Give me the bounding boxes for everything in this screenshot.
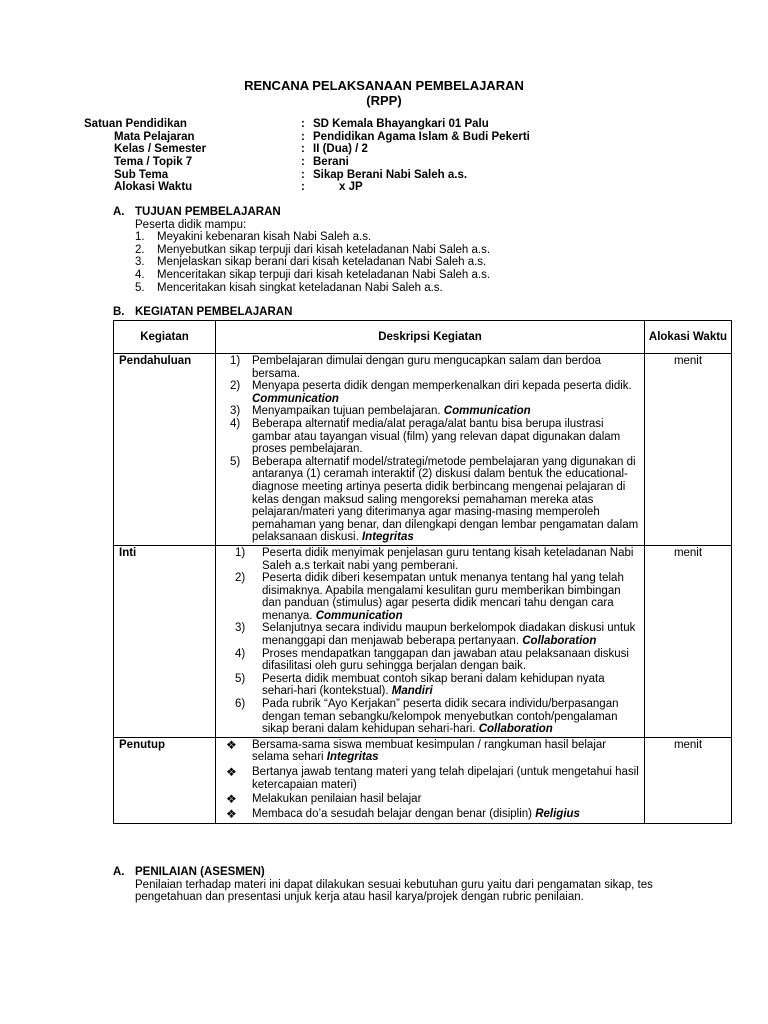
- list-number: 5.: [135, 281, 145, 294]
- section-body: [113, 219, 673, 295]
- step-number: 4): [230, 417, 241, 430]
- header-alokasi: Alokasi Waktu: [645, 321, 732, 354]
- title-line-2: (RPP): [366, 93, 402, 108]
- step-item: [221, 572, 639, 622]
- step-item: [221, 380, 639, 405]
- header-kegiatan: Kegiatan: [114, 321, 216, 354]
- diamond-dots-icon: ❖: [226, 792, 237, 807]
- step-number: 4): [235, 647, 246, 660]
- info-colon: :: [301, 143, 305, 156]
- list-number: 2.: [135, 243, 145, 256]
- step-text: Menyapa peserta didik dengan memperkenalkan diri kepada peserta didik.: [252, 380, 632, 393]
- step-tag: Integritas: [361, 531, 414, 544]
- list-text: Menceritakan kisah singkat keteladanan Nabi Saleh a.s.: [157, 281, 443, 294]
- info-row: [84, 181, 530, 194]
- table-row-pendahuluan: [114, 354, 732, 546]
- section-letter: A.: [113, 206, 125, 218]
- info-label: Sub Tema: [114, 168, 169, 181]
- list-item: [135, 282, 673, 295]
- step-number: 3): [230, 405, 241, 418]
- section-assessment: [113, 866, 673, 904]
- phase-label: Penutup: [114, 737, 216, 824]
- step-tag: Communication: [315, 609, 403, 622]
- identity-block: [84, 118, 530, 194]
- info-row: [84, 118, 530, 131]
- list-text: Menceritakan sikap terpuji dari kisah keteladanan Nabi Saleh a.s.: [157, 268, 491, 281]
- step-text: Bertanya jawab tentang materi yang telah dipelajari (untuk mengetahui hasil ketercapaian materi): [252, 766, 639, 791]
- section-title: PENILAIAN (ASESMEN): [135, 866, 265, 878]
- info-label: Mata Pelajaran: [114, 130, 195, 143]
- activities-table: [113, 320, 732, 824]
- info-value: Berani: [313, 156, 349, 169]
- list-text: Menjelaskan sikap berani dari kisah keteladanan Nabi Saleh a.s.: [157, 256, 487, 269]
- step-text: Pembelajaran dimulai dengan guru mengucapkan salam dan berdoa bersama.: [252, 355, 602, 380]
- table-header-row: [114, 321, 732, 354]
- step-text: Peserta didik menyimak penjelasan guru tentang kisah keteladanan Nabi Saleh a.s terkait nabi yang pemberani.: [262, 546, 634, 572]
- phase-label: Pendahuluan: [114, 354, 216, 546]
- step-item: [221, 622, 639, 647]
- info-label: Tema / Topik 7: [114, 156, 193, 169]
- info-label: Alokasi Waktu: [114, 181, 193, 194]
- document-title: [0, 78, 768, 108]
- assessment-text: Penilaian terhadap materi ini dapat dilakukan sesuai kebutuhan guru yaitu dari pengamatan sikap, tes pengetahuan dan presentasi unjuk kerja atau hasil karya/projek dengan rubric penilaian.: [135, 878, 653, 904]
- info-value: Pendidikan Agama Islam & Budi Pekerti: [313, 130, 530, 143]
- steps-list: [221, 739, 639, 821]
- step-item: [221, 648, 639, 673]
- step-tag: Communication: [443, 405, 531, 418]
- step-tag: Communication: [252, 392, 339, 405]
- info-colon: :: [301, 181, 305, 194]
- step-number: 6): [235, 698, 246, 711]
- info-value: II (Dua) / 2: [313, 143, 368, 156]
- info-row: [84, 169, 530, 182]
- objectives-intro: Peserta didik mampu:: [135, 218, 247, 231]
- step-text: Melakukan penilaian hasil belajar: [252, 793, 422, 806]
- list-item: [135, 256, 673, 269]
- info-label: Kelas / Semester: [114, 143, 207, 156]
- phase-time: menit: [645, 354, 732, 546]
- step-number: 5): [235, 672, 246, 685]
- info-colon: :: [301, 130, 305, 143]
- list-item: [135, 231, 673, 244]
- info-row: [84, 156, 530, 169]
- step-tag: Religius: [535, 807, 580, 820]
- info-row: [84, 131, 530, 144]
- step-number: 2): [235, 572, 246, 585]
- info-value: Sikap Berani Nabi Saleh a.s.: [313, 168, 468, 181]
- list-text: Meyakini kebenaran kisah Nabi Saleh a.s.: [157, 231, 372, 244]
- step-item: [221, 673, 639, 698]
- step-item: [221, 698, 639, 736]
- info-colon: :: [301, 156, 305, 169]
- step-number: 1): [235, 546, 246, 559]
- info-label: Satuan Pendidikan: [84, 118, 187, 130]
- list-number: 4.: [135, 268, 145, 281]
- phase-time: menit: [645, 545, 732, 737]
- step-item: [221, 766, 639, 791]
- step-item: [221, 793, 639, 806]
- section-activities-heading: [113, 306, 292, 319]
- table-row-penutup: [114, 737, 732, 824]
- step-item: [221, 547, 639, 572]
- title-line-1: RENCANA PELAKSANAAN PEMBELAJARAN: [244, 78, 524, 93]
- step-item: [221, 405, 639, 418]
- list-number: 1.: [135, 231, 145, 244]
- step-tag: Collaboration: [522, 635, 597, 648]
- step-text: Peserta didik membuat contoh sikap berani dalam kehidupan nyata sehari-hari (kontekstual).: [262, 672, 605, 698]
- step-text: Bersama-sama siswa membuat kesimpulan / rangkuman hasil belajar selama sehari: [252, 738, 607, 764]
- diamond-dots-icon: ❖: [226, 765, 237, 779]
- section-letter: B.: [113, 306, 125, 318]
- section-learning-objectives: [113, 206, 673, 294]
- section-letter: A.: [113, 866, 125, 878]
- objectives-list: [135, 231, 673, 294]
- steps-list: [221, 547, 639, 736]
- step-tag: Mandiri: [391, 685, 433, 698]
- header-deskripsi: Deskripsi Kegiatan: [216, 321, 645, 354]
- step-text: Beberapa alternatif model/strategi/metode pembelajaran yang digunakan di antaranya (1) ceramah interaktif (2) diskusi dalam bentuk the educational-diagnose meeting artinya peserta didik berbincang mengenai pelajaran di kelas dengan maksud saling mengoreksi pemahaman mereka atas pelajaran/materi yang diterimanya agar masing-masing memperoleh pemahaman yang benar, dan dilengkapi dengan lembar pengamatan dalam pelaksanaan diskusi.: [252, 455, 639, 544]
- info-row: [84, 143, 530, 156]
- list-item: [135, 269, 673, 282]
- step-number: 3): [235, 622, 246, 635]
- info-value: x JP: [339, 181, 363, 194]
- step-item: [221, 739, 639, 764]
- step-text: Membaca do’a sesudah belajar dengan benar (disiplin): [252, 807, 536, 820]
- list-item: [135, 244, 673, 257]
- step-tag: Collaboration: [478, 723, 553, 736]
- step-text: Selanjutnya secara individu maupun berkelompok diadakan diskusi untuk menanggapi dan menjawab beberapa pertanyaan.: [262, 622, 636, 648]
- phase-description: [216, 545, 645, 737]
- step-tag: Integritas: [326, 751, 379, 764]
- step-text: Menyampaikan tujuan pembelajaran.: [252, 405, 444, 418]
- step-text: Beberapa alternatif media/alat peraga/alat bantu bisa berupa ilustrasi gambar atau tayangan visual (film) yang relevan dapat digunakan dalam proses pembelajaran.: [252, 417, 621, 456]
- section-title: KEGIATAN PEMBELAJARAN: [135, 306, 293, 318]
- section-heading: [113, 866, 673, 879]
- step-item: [221, 355, 639, 380]
- info-colon: :: [301, 168, 305, 181]
- section-heading: [113, 206, 673, 219]
- table-row-inti: [114, 545, 732, 737]
- phase-time: menit: [645, 737, 732, 824]
- diamond-dots-icon: ❖: [226, 737, 237, 752]
- phase-description: [216, 354, 645, 546]
- list-text: Menyebutkan sikap terpuji dari kisah keteladanan Nabi Saleh a.s.: [157, 243, 491, 256]
- step-item: [221, 456, 639, 544]
- phase-label: Inti: [114, 545, 216, 737]
- step-number: 2): [230, 380, 241, 393]
- info-value: SD Kemala Bhayangkari 01 Palu: [313, 118, 489, 130]
- step-item: [221, 808, 639, 821]
- section-title: TUJUAN PEMBELAJARAN: [135, 206, 281, 218]
- steps-list: [221, 355, 639, 544]
- diamond-dots-icon: ❖: [226, 806, 237, 821]
- step-number: 1): [230, 355, 241, 367]
- list-number: 3.: [135, 256, 145, 269]
- step-text: Peserta didik diberi kesempatan untuk menanya tentang hal yang telah disimaknya. Apabila mengalami kesulitan guru memberikan bimbingan dan panduan (stimulus) agar peserta didik mencari tahu dengan cara menanya.: [262, 572, 624, 622]
- step-item: [221, 418, 639, 456]
- step-text: Pada rubrik “Ayo Kerjakan” peserta didik secara individu/berpasangan dengan teman sebangku/kelompok menyebutkan contoh/pengalaman sikap berani dalam kehidupan sehari-hari.: [262, 698, 619, 736]
- info-colon: :: [301, 118, 305, 130]
- step-text: Proses mendapatkan tanggapan dan jawaban atau pelaksanaan diskusi difasilitasi oleh guru sehingga berjalan dengan baik.: [262, 647, 629, 673]
- step-number: 5): [230, 455, 241, 468]
- phase-description: [216, 737, 645, 824]
